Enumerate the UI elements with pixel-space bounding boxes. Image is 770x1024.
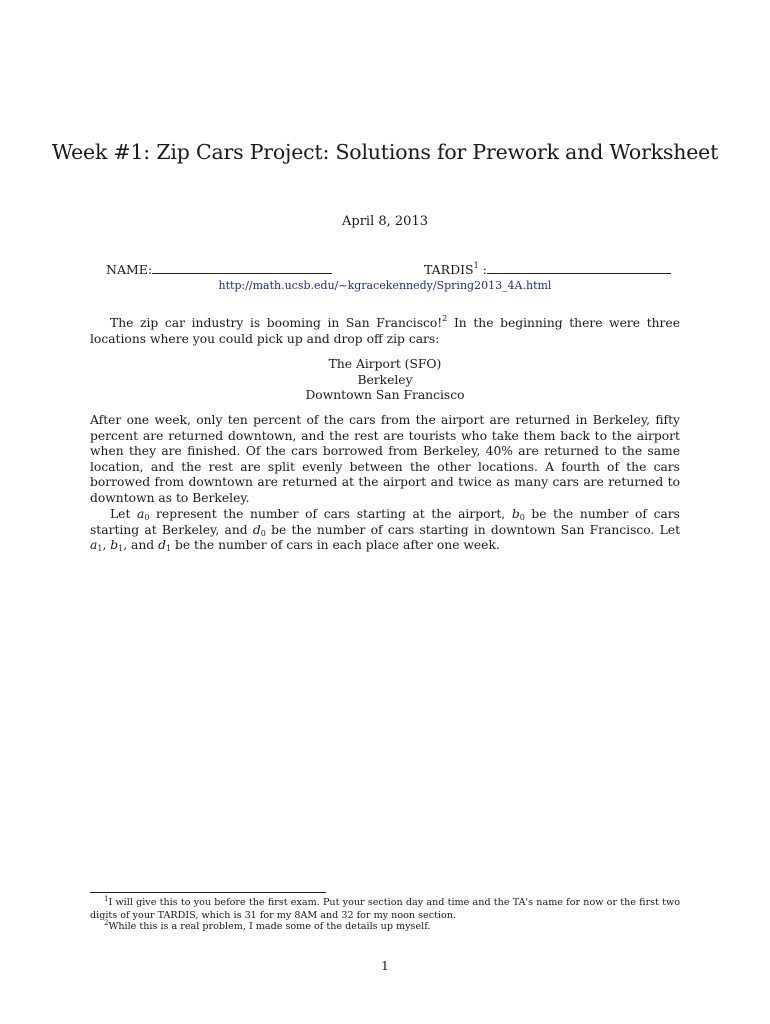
footnote-1 bbox=[90, 897, 680, 922]
footnote-mark: 1 bbox=[104, 895, 109, 903]
text-segment: be the number of cars starting at Berkeley, and bbox=[90, 507, 680, 537]
subscript: 1 bbox=[118, 544, 124, 554]
footnote-mark: 2 bbox=[104, 919, 109, 927]
location-item: Downtown San Francisco bbox=[305, 388, 465, 403]
footnote-rule bbox=[90, 892, 326, 893]
intro-rest: In the beginning there were three locations where you could pick up and drop off zip cars: bbox=[90, 316, 680, 346]
var-a: a bbox=[90, 538, 98, 553]
intro-text: The zip car industry is booming in San Francisco! bbox=[110, 316, 443, 330]
text-segment: be the number of cars in each place after one week. bbox=[171, 538, 500, 553]
var-b: b bbox=[511, 507, 520, 521]
tardis-colon: : bbox=[478, 262, 487, 277]
footnote-text: While this is a real problem, I made some of the details up myself. bbox=[108, 921, 431, 932]
text-segment: represent the number of cars starting at the airport, bbox=[149, 507, 512, 521]
course-url-link[interactable]: http://math.ucsb.edu/~kgracekennedy/Spring2013_4A.html bbox=[218, 279, 552, 292]
text-segment: , bbox=[102, 538, 111, 553]
tardis-blank-line bbox=[487, 263, 671, 274]
location-item: The Airport (SFO) bbox=[328, 357, 442, 371]
footnote-ref-2: 2 bbox=[442, 314, 448, 323]
name-field bbox=[106, 262, 332, 277]
var-b: b bbox=[110, 538, 119, 553]
subscript: 0 bbox=[144, 513, 150, 522]
name-label: NAME: bbox=[106, 262, 153, 277]
problem-paragraph: After one week, only ten percent of the cars from the airport are returned in Berkeley, fifty percent are returned downtown, and the rest are tourists who take them back to the airport when they are finished. Of the cars borrowed from Berkeley, 40% are returned to the same location, and the rest are split evenly between the other locations. A fourth of the cars borrowed from downtown are returned at the airport and twice as many cars are returned to downtown as to Berkeley. bbox=[90, 413, 680, 505]
footnote-text: I will give this to you before the first exam. Put your section day and time and the TA's name for now or the first two digits of your TARDIS, which is 31 for my 8AM and 32 for my noon section. bbox=[90, 897, 680, 921]
tardis-label: TARDIS bbox=[424, 262, 474, 277]
subscript: 0 bbox=[519, 513, 525, 522]
text-segment: Let bbox=[110, 507, 137, 521]
footnote-ref-1: 1 bbox=[473, 261, 479, 270]
subscript: 1 bbox=[165, 544, 172, 554]
page-title: Week #1: Zip Cars Project: Solutions for Prework and Worksheet bbox=[51, 140, 719, 164]
var-d: d bbox=[252, 522, 261, 537]
variables-paragraph bbox=[90, 507, 680, 554]
text-segment: be the number of cars starting in downtown San Francisco. Let bbox=[265, 522, 681, 537]
name-blank-line bbox=[152, 263, 332, 274]
locations-list bbox=[0, 357, 770, 404]
location-item: Berkeley bbox=[357, 372, 413, 387]
date: April 8, 2013 bbox=[342, 214, 428, 229]
var-a: a bbox=[137, 507, 145, 521]
footnote-2 bbox=[90, 921, 680, 934]
intro-paragraph bbox=[90, 316, 680, 347]
page-number: 1 bbox=[381, 958, 389, 973]
var-d: d bbox=[158, 538, 166, 553]
subscript: 0 bbox=[260, 528, 266, 538]
subscript: 1 bbox=[97, 544, 103, 554]
text-segment: , and bbox=[123, 538, 159, 553]
tardis-field bbox=[424, 262, 671, 277]
